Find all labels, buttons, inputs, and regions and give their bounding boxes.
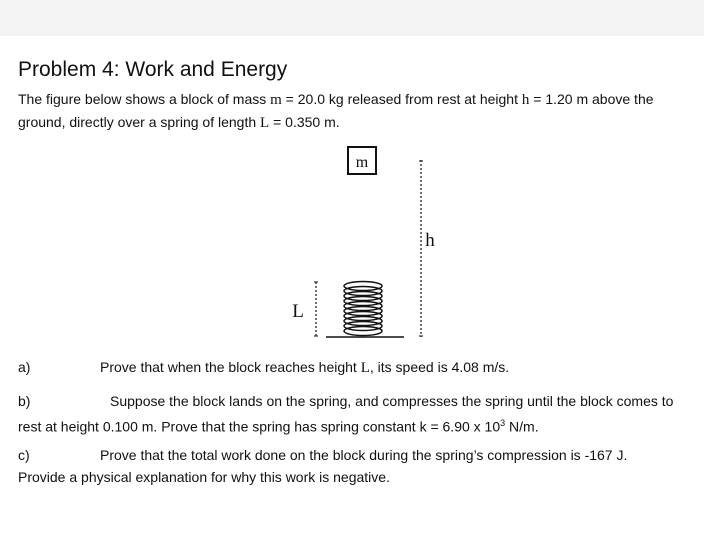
mass-symbol: m	[270, 92, 282, 108]
height-symbol: h	[521, 92, 530, 108]
part-b-exponent: 3	[500, 418, 506, 428]
part-a-text-2: , its speed is 4.08 m/s.	[369, 359, 510, 375]
part-c-line-2: Provide a physical explanation for why this work is negative.	[18, 469, 390, 485]
intro-text-4: = 0.350 m.	[269, 114, 340, 130]
part-c-label: c)	[18, 447, 30, 463]
part-b-label: b)	[18, 393, 31, 409]
part-b	[18, 390, 704, 438]
length-symbol: L	[260, 115, 270, 131]
intro-text-2: = 20.0 kg released from rest at height	[281, 91, 522, 107]
part-c	[18, 444, 704, 488]
part-c-line-1: Prove that the total work done on the block during the spring’s compression is -167 J.	[100, 447, 628, 463]
part-b-line-2: rest at height 0.100 m. Prove that the spring has spring constant k = 6.90 x 10	[18, 418, 501, 435]
problem-intro	[18, 88, 698, 134]
part-b-line-2-end: N/m.	[505, 418, 539, 435]
part-b-line-1: Suppose the block lands on the spring, and compresses the spring until the block comes to	[110, 393, 674, 409]
problem-title: Problem 4: Work and Energy	[18, 58, 288, 81]
part-a-label: a)	[18, 359, 31, 375]
height-label: h	[425, 230, 435, 251]
intro-text-3: = 1.20 m above the ground, directly over a spring of length	[18, 91, 654, 130]
part-a	[18, 356, 704, 379]
intro-text-1: The figure below shows a block of mass	[18, 91, 271, 107]
block-label: m	[355, 154, 369, 171]
part-a-symbol: L	[360, 360, 370, 376]
part-a-text-1: Prove that when the block reaches height	[100, 359, 361, 375]
top-band	[0, 0, 704, 36]
spring-coil	[344, 282, 382, 336]
spring-block-figure	[280, 140, 440, 345]
spring-length-label: L	[292, 301, 304, 322]
